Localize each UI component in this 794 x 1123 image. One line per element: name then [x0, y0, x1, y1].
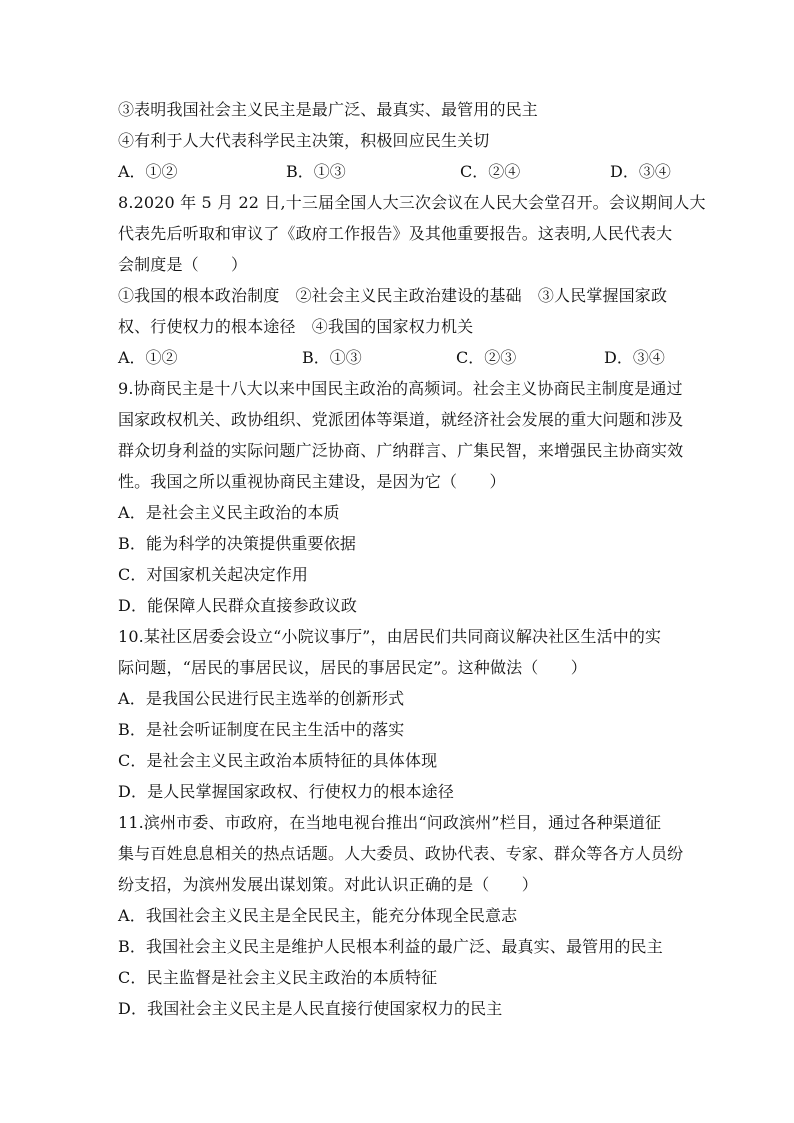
q9-stem-line: 9.协商民主是十八大以来中国民主政治的高频词。社会主义协商民主制度是通过 — [118, 379, 683, 398]
q10-option-a: A．是我国公民进行民主选举的创新形式 — [118, 689, 405, 708]
q8-stem-line: 会制度是（ ） — [118, 255, 248, 274]
q8-stem-line: 8.2020 年 5 月 22 日,十三届全国人大三次会议在人民大会堂召开。会议期间人大 — [118, 193, 706, 212]
q11-stem-line: 纷支招，为滨州发展出谋划策。对此认识正确的是（ ） — [118, 875, 538, 894]
q8-options — [118, 342, 678, 373]
q11-stem-line: 11.滨州市委、市政府，在当地电视台推出“问政滨州”栏目，通过各种渠道征 — [118, 813, 662, 832]
q9-option-a: A．是社会主义民主政治的本质 — [118, 503, 340, 522]
q7-statement-3: ③表明我国社会主义民主是最广泛、最真实、最管用的民主 — [118, 100, 538, 119]
q8-option-a: A．①② — [118, 348, 178, 367]
q7-option-a: A．①② — [118, 162, 178, 181]
q8-option-b: B．①③ — [302, 348, 362, 367]
q9-option-d: D．能保障人民群众直接参政议政 — [118, 596, 358, 615]
q11-option-a: A．我国社会主义民主是全民民主，能充分体现全民意志 — [118, 906, 518, 925]
q11-option-d: D．我国社会主义民主是人民直接行使国家权力的民主 — [118, 999, 503, 1018]
q11-option-c: C．民主监督是社会主义民主政治的本质特征 — [118, 968, 438, 987]
q9-stem-line: 性。我国之所以重视协商民主建设，是因为它（ ） — [118, 472, 506, 491]
q8-stem-line: 代表先后听取和审议了《政府工作报告》及其他重要报告。这表明,人民代表大 — [118, 224, 673, 243]
q8-statements-line: ①我国的根本政治制度 ②社会主义民主政治建设的基础 ③人民掌握国家政 — [118, 286, 668, 305]
q9-stem-line: 群众切身利益的实际问题广泛协商、广纳群言、广集民智，来增强民主协商实效 — [118, 441, 684, 460]
q7-option-b: B．①③ — [286, 162, 346, 181]
q11-option-b: B．我国社会主义民主是维护人民根本利益的最广泛、最真实、最管用的民主 — [118, 937, 663, 956]
q8-option-c: C．②③ — [456, 348, 517, 367]
q7-statement-4: ④有利于人大代表科学民主决策，积极回应民生关切 — [118, 131, 490, 150]
q7-option-c: C．②④ — [460, 162, 521, 181]
exam-content — [118, 94, 706, 1024]
q10-stem-line: 10.某社区居委会设立“小院议事厅”，由居民们共同商议解决社区生活中的实 — [118, 627, 662, 646]
q9-option-b: B．能为科学的决策提供重要依据 — [118, 534, 357, 553]
q8-statements-line: 权、行使权力的根本途径 ④我国的国家权力机关 — [118, 317, 474, 336]
q7-options — [118, 156, 678, 187]
q10-stem-line: 际问题，“居民的事居民议，居民的事居民定”。这种做法（ ） — [118, 658, 587, 677]
q9-stem-line: 国家政权机关、政协组织、党派团体等渠道，就经济社会发展的重大问题和涉及 — [118, 410, 684, 429]
q10-option-c: C．是社会主义民主政治本质特征的具体体现 — [118, 751, 438, 770]
q10-option-b: B．是社会听证制度在民主生活中的落实 — [118, 720, 405, 739]
q11-stem-line: 集与百姓息息相关的热点话题。人大委员、政协代表、专家、群众等各方人员纷 — [118, 844, 684, 863]
q10-option-d: D．是人民掌握国家政权、行使权力的根本途径 — [118, 782, 454, 801]
q7-option-d: D．③④ — [610, 162, 671, 181]
q8-option-d: D．③④ — [604, 348, 665, 367]
q9-option-c: C．对国家机关起决定作用 — [118, 565, 309, 584]
